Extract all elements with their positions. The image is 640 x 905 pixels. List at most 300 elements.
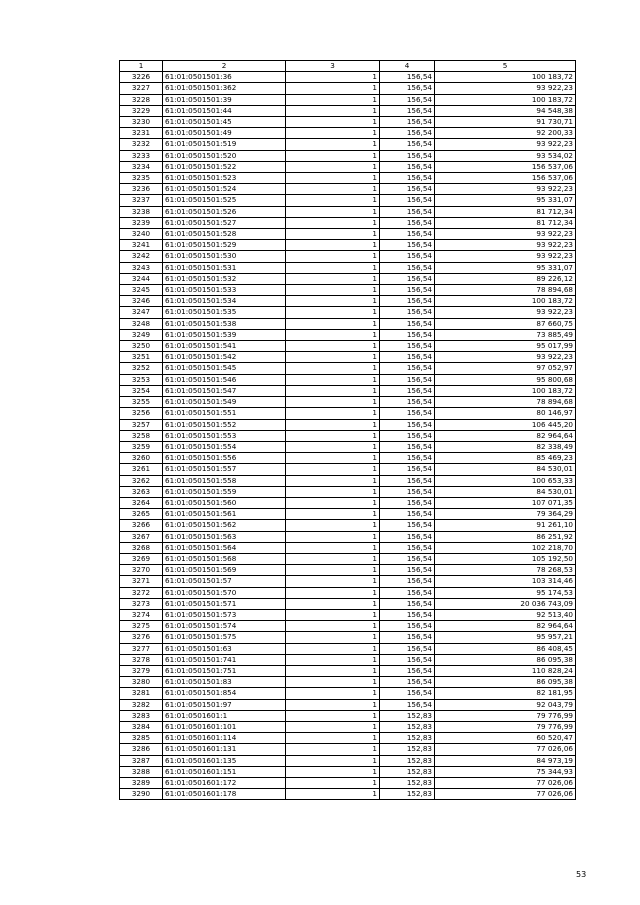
count-cell: 1 [286, 217, 380, 228]
value-cell: 95 174,53 [435, 587, 576, 598]
value-cell: 81 712,34 [435, 206, 576, 217]
cadastral-number-cell: 61:01:0501501:553 [163, 430, 286, 441]
table-header-row [120, 61, 576, 72]
row-number-cell: 3279 [120, 665, 163, 676]
value-cell: 87 660,75 [435, 318, 576, 329]
cadastral-number-cell: 61:01:0501501:561 [163, 509, 286, 520]
table-row [120, 318, 576, 329]
table-row [120, 397, 576, 408]
table-row [120, 161, 576, 172]
row-number-cell: 3256 [120, 408, 163, 419]
table-row [120, 363, 576, 374]
table-row [120, 531, 576, 542]
column-header: 5 [435, 61, 576, 72]
cadastral-number-cell: 61:01:0501601:151 [163, 766, 286, 777]
cadastral-number-cell: 61:01:0501601:178 [163, 789, 286, 800]
count-cell: 1 [286, 184, 380, 195]
count-cell: 1 [286, 139, 380, 150]
table-row [120, 744, 576, 755]
table-row [120, 229, 576, 240]
page-number: 53 [576, 870, 587, 879]
count-cell: 1 [286, 721, 380, 732]
value-cell: 82 964,64 [435, 430, 576, 441]
value-cell: 73 885,49 [435, 329, 576, 340]
cadastral-number-cell: 61:01:0501501:562 [163, 520, 286, 531]
rate-cell: 152,83 [380, 755, 435, 766]
cadastral-number-cell: 61:01:0501501:532 [163, 273, 286, 284]
row-number-cell: 3239 [120, 217, 163, 228]
value-cell: 95 331,07 [435, 262, 576, 273]
value-cell: 100 653,33 [435, 475, 576, 486]
row-number-cell: 3276 [120, 632, 163, 643]
value-cell: 103 314,46 [435, 576, 576, 587]
count-cell: 1 [286, 329, 380, 340]
row-number-cell: 3240 [120, 229, 163, 240]
value-cell: 86 251,92 [435, 531, 576, 542]
rate-cell: 152,83 [380, 766, 435, 777]
cadastral-number-cell: 61:01:0501501:549 [163, 397, 286, 408]
value-cell: 84 530,01 [435, 486, 576, 497]
rate-cell: 156,54 [380, 139, 435, 150]
cadastral-number-cell: 61:01:0501501:44 [163, 105, 286, 116]
row-number-cell: 3289 [120, 778, 163, 789]
row-number-cell: 3267 [120, 531, 163, 542]
row-number-cell: 3274 [120, 609, 163, 620]
cadastral-number-cell: 61:01:0501501:539 [163, 329, 286, 340]
table-row [120, 206, 576, 217]
rate-cell: 156,54 [380, 397, 435, 408]
value-cell: 86 408,45 [435, 643, 576, 654]
value-cell: 91 261,10 [435, 520, 576, 531]
row-number-cell: 3253 [120, 374, 163, 385]
count-cell: 1 [286, 744, 380, 755]
table-row [120, 453, 576, 464]
table-row [120, 72, 576, 83]
count-cell: 1 [286, 83, 380, 94]
cadastral-number-cell: 61:01:0501501:535 [163, 307, 286, 318]
table-row [120, 565, 576, 576]
value-cell: 102 218,70 [435, 542, 576, 553]
rate-cell: 156,54 [380, 609, 435, 620]
count-cell: 1 [286, 296, 380, 307]
value-cell: 89 226,12 [435, 273, 576, 284]
table-row [120, 105, 576, 116]
table-row [120, 677, 576, 688]
cadastral-number-cell: 61:01:0501501:547 [163, 385, 286, 396]
row-number-cell: 3281 [120, 688, 163, 699]
row-number-cell: 3287 [120, 755, 163, 766]
cadastral-number-cell: 61:01:0501501:546 [163, 374, 286, 385]
cadastral-number-cell: 61:01:0501501:362 [163, 83, 286, 94]
count-cell: 1 [286, 206, 380, 217]
row-number-cell: 3262 [120, 475, 163, 486]
value-cell: 95 800,68 [435, 374, 576, 385]
cadastral-number-cell: 61:01:0501501:569 [163, 565, 286, 576]
rate-cell: 156,54 [380, 408, 435, 419]
row-number-cell: 3244 [120, 273, 163, 284]
value-cell: 77 026,06 [435, 744, 576, 755]
value-cell: 75 344,93 [435, 766, 576, 777]
row-number-cell: 3265 [120, 509, 163, 520]
table-row [120, 374, 576, 385]
cadastral-number-cell: 61:01:0501501:574 [163, 621, 286, 632]
table-row [120, 778, 576, 789]
row-number-cell: 3231 [120, 128, 163, 139]
cadastral-number-cell: 61:01:0501501:556 [163, 453, 286, 464]
rate-cell: 156,54 [380, 251, 435, 262]
row-number-cell: 3243 [120, 262, 163, 273]
cadastral-number-cell: 61:01:0501501:523 [163, 173, 286, 184]
cadastral-number-cell: 61:01:0501501:45 [163, 117, 286, 128]
table-row [120, 408, 576, 419]
rate-cell: 156,54 [380, 105, 435, 116]
column-header: 4 [380, 61, 435, 72]
table-row [120, 94, 576, 105]
table-row [120, 598, 576, 609]
table-row [120, 385, 576, 396]
value-cell: 20 036 743,09 [435, 598, 576, 609]
value-cell: 78 268,53 [435, 565, 576, 576]
table-row [120, 710, 576, 721]
row-number-cell: 3245 [120, 285, 163, 296]
cadastral-number-cell: 61:01:0501501:573 [163, 609, 286, 620]
value-cell: 92 513,40 [435, 609, 576, 620]
value-cell: 79 364,29 [435, 509, 576, 520]
rate-cell: 156,54 [380, 285, 435, 296]
row-number-cell: 3249 [120, 329, 163, 340]
cadastral-number-cell: 61:01:0501501:520 [163, 150, 286, 161]
row-number-cell: 3261 [120, 464, 163, 475]
cadastral-number-cell: 61:01:0501501:522 [163, 161, 286, 172]
rate-cell: 156,54 [380, 497, 435, 508]
cadastral-number-cell: 61:01:0501501:575 [163, 632, 286, 643]
cadastral-number-cell: 61:01:0501501:525 [163, 195, 286, 206]
count-cell: 1 [286, 453, 380, 464]
rate-cell: 156,54 [380, 665, 435, 676]
rate-cell: 156,54 [380, 475, 435, 486]
value-cell: 110 828,24 [435, 665, 576, 676]
count-cell: 1 [286, 195, 380, 206]
row-number-cell: 3247 [120, 307, 163, 318]
rate-cell: 156,54 [380, 587, 435, 598]
cadastral-number-cell: 61:01:0501501:545 [163, 363, 286, 374]
cadastral-number-cell: 61:01:0501501:563 [163, 531, 286, 542]
cadastral-number-cell: 61:01:0501501:541 [163, 341, 286, 352]
row-number-cell: 3248 [120, 318, 163, 329]
rate-cell: 156,54 [380, 128, 435, 139]
cadastral-number-cell: 61:01:0501501:63 [163, 643, 286, 654]
rate-cell: 156,54 [380, 542, 435, 553]
count-cell: 1 [286, 553, 380, 564]
cadastral-number-cell: 61:01:0501501:528 [163, 229, 286, 240]
row-number-cell: 3227 [120, 83, 163, 94]
rate-cell: 152,83 [380, 744, 435, 755]
cadastral-number-cell: 61:01:0501501:49 [163, 128, 286, 139]
value-cell: 80 146,97 [435, 408, 576, 419]
value-cell: 92 043,79 [435, 699, 576, 710]
value-cell: 91 730,71 [435, 117, 576, 128]
row-number-cell: 3257 [120, 419, 163, 430]
value-cell: 93 922,23 [435, 240, 576, 251]
table-row [120, 497, 576, 508]
rate-cell: 156,54 [380, 296, 435, 307]
value-cell: 100 183,72 [435, 72, 576, 83]
row-number-cell: 3266 [120, 520, 163, 531]
row-number-cell: 3234 [120, 161, 163, 172]
count-cell: 1 [286, 766, 380, 777]
rate-cell: 152,83 [380, 721, 435, 732]
value-cell: 97 052,97 [435, 363, 576, 374]
count-cell: 1 [286, 531, 380, 542]
cadastral-number-cell: 61:01:0501501:527 [163, 217, 286, 228]
value-cell: 107 071,35 [435, 497, 576, 508]
value-cell: 105 192,50 [435, 553, 576, 564]
value-cell: 100 183,72 [435, 385, 576, 396]
table-row [120, 273, 576, 284]
count-cell: 1 [286, 430, 380, 441]
row-number-cell: 3268 [120, 542, 163, 553]
row-number-cell: 3232 [120, 139, 163, 150]
cadastral-number-cell: 61:01:0501501:559 [163, 486, 286, 497]
count-cell: 1 [286, 240, 380, 251]
row-number-cell: 3269 [120, 553, 163, 564]
table-row [120, 464, 576, 475]
count-cell: 1 [286, 475, 380, 486]
cadastral-number-cell: 61:01:0501501:36 [163, 72, 286, 83]
count-cell: 1 [286, 285, 380, 296]
count-cell: 1 [286, 72, 380, 83]
rate-cell: 156,54 [380, 643, 435, 654]
rate-cell: 152,83 [380, 710, 435, 721]
count-cell: 1 [286, 251, 380, 262]
count-cell: 1 [286, 117, 380, 128]
count-cell: 1 [286, 229, 380, 240]
value-cell: 100 183,72 [435, 94, 576, 105]
table-row [120, 329, 576, 340]
value-cell: 93 922,23 [435, 229, 576, 240]
value-cell: 156 537,06 [435, 161, 576, 172]
rate-cell: 156,54 [380, 576, 435, 587]
count-cell: 1 [286, 509, 380, 520]
value-cell: 93 922,23 [435, 307, 576, 318]
count-cell: 1 [286, 598, 380, 609]
row-number-cell: 3280 [120, 677, 163, 688]
count-cell: 1 [286, 441, 380, 452]
value-cell: 84 530,01 [435, 464, 576, 475]
count-cell: 1 [286, 688, 380, 699]
cadastral-number-cell: 61:01:0501501:97 [163, 699, 286, 710]
count-cell: 1 [286, 542, 380, 553]
count-cell: 1 [286, 733, 380, 744]
row-number-cell: 3258 [120, 430, 163, 441]
count-cell: 1 [286, 654, 380, 665]
value-cell: 78 894,68 [435, 285, 576, 296]
count-cell: 1 [286, 105, 380, 116]
count-cell: 1 [286, 789, 380, 800]
rate-cell: 156,54 [380, 464, 435, 475]
table-row [120, 184, 576, 195]
rate-cell: 156,54 [380, 161, 435, 172]
rate-cell: 156,54 [380, 195, 435, 206]
row-number-cell: 3241 [120, 240, 163, 251]
row-number-cell: 3286 [120, 744, 163, 755]
count-cell: 1 [286, 341, 380, 352]
table-row [120, 643, 576, 654]
table-row [120, 520, 576, 531]
count-cell: 1 [286, 150, 380, 161]
value-cell: 77 026,06 [435, 778, 576, 789]
count-cell: 1 [286, 710, 380, 721]
table-row [120, 509, 576, 520]
cadastral-number-cell: 61:01:0501501:741 [163, 654, 286, 665]
value-cell: 81 712,34 [435, 217, 576, 228]
table-row [120, 699, 576, 710]
cadastral-number-cell: 61:01:0501501:526 [163, 206, 286, 217]
count-cell: 1 [286, 363, 380, 374]
rate-cell: 156,54 [380, 520, 435, 531]
cadastral-number-cell: 61:01:0501601:1 [163, 710, 286, 721]
value-cell: 77 026,06 [435, 789, 576, 800]
table-row [120, 352, 576, 363]
rate-cell: 156,54 [380, 352, 435, 363]
count-cell: 1 [286, 587, 380, 598]
table-row [120, 576, 576, 587]
value-cell: 82 338,49 [435, 441, 576, 452]
rate-cell: 156,54 [380, 217, 435, 228]
rate-cell: 156,54 [380, 318, 435, 329]
value-cell: 93 922,23 [435, 352, 576, 363]
cadastral-number-cell: 61:01:0501501:542 [163, 352, 286, 363]
row-number-cell: 3230 [120, 117, 163, 128]
cadastral-number-cell: 61:01:0501601:131 [163, 744, 286, 755]
count-cell: 1 [286, 677, 380, 688]
count-cell: 1 [286, 665, 380, 676]
row-number-cell: 3251 [120, 352, 163, 363]
row-number-cell: 3284 [120, 721, 163, 732]
cadastral-number-cell: 61:01:0501501:551 [163, 408, 286, 419]
count-cell: 1 [286, 408, 380, 419]
cadastral-number-cell: 61:01:0501501:534 [163, 296, 286, 307]
count-cell: 1 [286, 318, 380, 329]
row-number-cell: 3236 [120, 184, 163, 195]
table-row [120, 251, 576, 262]
cadastral-number-cell: 61:01:0501501:529 [163, 240, 286, 251]
table-row [120, 486, 576, 497]
rate-cell: 156,54 [380, 240, 435, 251]
rate-cell: 156,54 [380, 486, 435, 497]
value-cell: 79 776,99 [435, 721, 576, 732]
column-header: 2 [163, 61, 286, 72]
rate-cell: 156,54 [380, 565, 435, 576]
cadastral-number-cell: 61:01:0501501:39 [163, 94, 286, 105]
table-row [120, 475, 576, 486]
table-row [120, 240, 576, 251]
table-row [120, 654, 576, 665]
cadastral-number-cell: 61:01:0501501:560 [163, 497, 286, 508]
row-number-cell: 3283 [120, 710, 163, 721]
value-cell: 92 200,33 [435, 128, 576, 139]
table-row [120, 173, 576, 184]
rate-cell: 156,54 [380, 632, 435, 643]
table-row [120, 721, 576, 732]
table-row [120, 262, 576, 273]
cadastral-number-cell: 61:01:0501501:571 [163, 598, 286, 609]
rate-cell: 156,54 [380, 72, 435, 83]
cadastral-number-cell: 61:01:0501601:114 [163, 733, 286, 744]
count-cell: 1 [286, 94, 380, 105]
rate-cell: 156,54 [380, 677, 435, 688]
data-table [119, 60, 576, 800]
value-cell: 93 534,02 [435, 150, 576, 161]
rate-cell: 152,83 [380, 789, 435, 800]
value-cell: 86 095,38 [435, 677, 576, 688]
rate-cell: 156,54 [380, 307, 435, 318]
row-number-cell: 3228 [120, 94, 163, 105]
cadastral-number-cell: 61:01:0501501:533 [163, 285, 286, 296]
column-header: 3 [286, 61, 380, 72]
count-cell: 1 [286, 609, 380, 620]
rate-cell: 156,54 [380, 262, 435, 273]
count-cell: 1 [286, 273, 380, 284]
value-cell: 84 973,19 [435, 755, 576, 766]
count-cell: 1 [286, 576, 380, 587]
row-number-cell: 3246 [120, 296, 163, 307]
value-cell: 95 331,07 [435, 195, 576, 206]
cadastral-number-cell: 61:01:0501501:552 [163, 419, 286, 430]
row-number-cell: 3270 [120, 565, 163, 576]
rate-cell: 156,54 [380, 385, 435, 396]
row-number-cell: 3235 [120, 173, 163, 184]
rate-cell: 156,54 [380, 654, 435, 665]
row-number-cell: 3250 [120, 341, 163, 352]
count-cell: 1 [286, 643, 380, 654]
table-row [120, 128, 576, 139]
table-row [120, 150, 576, 161]
rate-cell: 156,54 [380, 173, 435, 184]
row-number-cell: 3290 [120, 789, 163, 800]
rate-cell: 156,54 [380, 273, 435, 284]
count-cell: 1 [286, 632, 380, 643]
row-number-cell: 3278 [120, 654, 163, 665]
count-cell: 1 [286, 565, 380, 576]
table-row [120, 766, 576, 777]
row-number-cell: 3271 [120, 576, 163, 587]
cadastral-number-cell: 61:01:0501601:172 [163, 778, 286, 789]
count-cell: 1 [286, 397, 380, 408]
table-row [120, 117, 576, 128]
count-cell: 1 [286, 486, 380, 497]
row-number-cell: 3282 [120, 699, 163, 710]
row-number-cell: 3233 [120, 150, 163, 161]
row-number-cell: 3252 [120, 363, 163, 374]
rate-cell: 156,54 [380, 441, 435, 452]
value-cell: 79 776,99 [435, 710, 576, 721]
cadastral-number-cell: 61:01:0501501:519 [163, 139, 286, 150]
rate-cell: 156,54 [380, 453, 435, 464]
row-number-cell: 3285 [120, 733, 163, 744]
rate-cell: 156,54 [380, 509, 435, 520]
rate-cell: 152,83 [380, 733, 435, 744]
count-cell: 1 [286, 173, 380, 184]
count-cell: 1 [286, 374, 380, 385]
rate-cell: 156,54 [380, 83, 435, 94]
table-row [120, 195, 576, 206]
row-number-cell: 3229 [120, 105, 163, 116]
rate-cell: 156,54 [380, 329, 435, 340]
table-row [120, 587, 576, 598]
table-row [120, 441, 576, 452]
value-cell: 93 922,23 [435, 184, 576, 195]
